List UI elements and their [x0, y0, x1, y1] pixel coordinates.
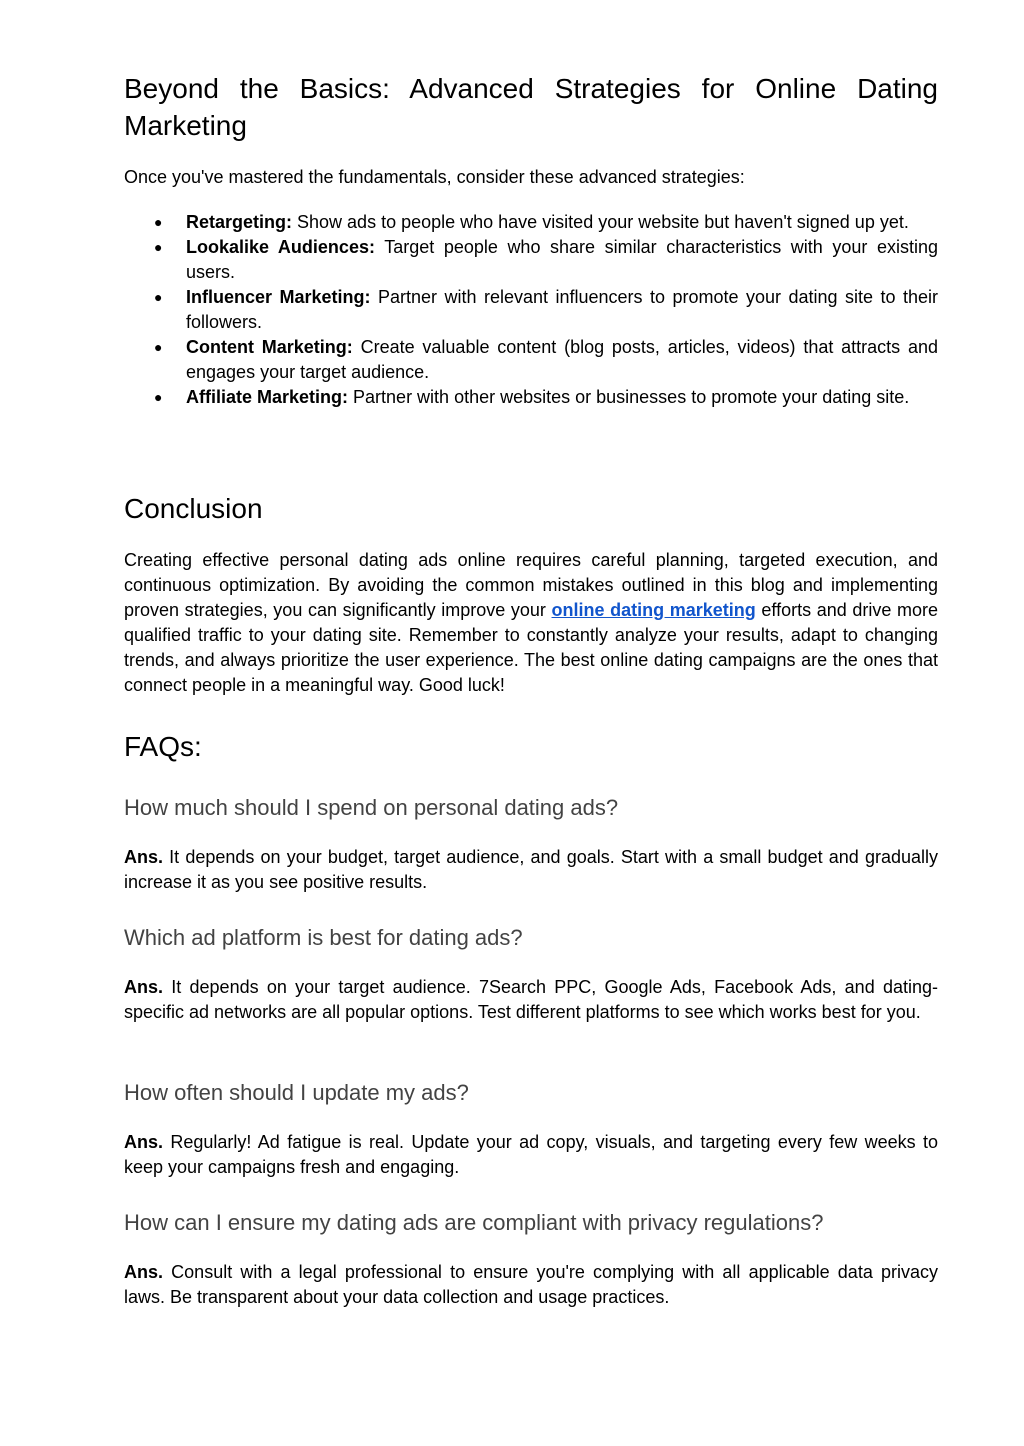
- faq-question: How can I ensure my dating ads are compliant with privacy regulations?: [124, 1210, 824, 1235]
- list-item: [124, 285, 938, 335]
- answer-text: Regularly! Ad fatigue is real. Update your ad copy, visuals, and targeting every few weeks to keep your campaigns fresh and engaging.: [124, 1132, 938, 1177]
- bullet-icon: ●: [154, 214, 163, 230]
- faq-answer: [124, 975, 938, 1025]
- section-title-conclusion: Conclusion: [124, 493, 263, 524]
- list-item-text: Create valuable content (blog posts, articles, videos) that attracts and engages your target audience.: [186, 337, 939, 382]
- conclusion-text-end: efforts and drive more qualified traffic to your dating site. Remember to constantly analyze your results, adapt to changing trends, and always prioritize the user experience. The best online dating campaigns are the ones that connect people in a meaningful way. Good luck!: [124, 600, 938, 695]
- faq-answer: [124, 1260, 938, 1310]
- list-item-term: Retargeting:: [186, 212, 293, 232]
- list-item-text: Partner with other websites or businesses to promote your dating site.: [348, 387, 910, 407]
- advanced-intro-paragraph: Once you've mastered the fundamentals, consider these advanced strategies:: [124, 167, 745, 187]
- faq-question: How often should I update my ads?: [124, 1080, 469, 1105]
- bullet-icon: ●: [154, 289, 163, 305]
- list-item-text: Show ads to people who have visited your website but haven't signed up yet.: [292, 212, 909, 232]
- list-item-term: Content Marketing:: [186, 337, 353, 357]
- conclusion-text-start: Creating effective personal dating ads online requires careful planning, targeted execution, and continuous optimization. By avoiding the common mistakes outlined in this blog and implementing proven strategies, you can significantly improve your: [124, 550, 938, 620]
- list-item-term: Affiliate Marketing:: [186, 387, 349, 407]
- list-item-term: Influencer Marketing:: [186, 287, 371, 307]
- list-item-text: Target people who share similar characteristics with your existing users.: [186, 237, 938, 282]
- answer-label: Ans.: [124, 977, 164, 997]
- conclusion-paragraph: [124, 548, 938, 698]
- list-item-term: Lookalike Audiences:: [186, 237, 375, 257]
- section-title-faqs: FAQs:: [124, 731, 202, 762]
- bullet-icon: ●: [154, 239, 163, 255]
- section-title-advanced-strategies: Beyond the Basics: Advanced Strategies for Online Dating Marketing: [124, 73, 938, 141]
- answer-text: Consult with a legal professional to ensure you're complying with all applicable data privacy laws. Be transparent about your data collection and usage practices.: [124, 1262, 938, 1307]
- answer-label: Ans.: [124, 1132, 164, 1152]
- list-item: [124, 210, 938, 235]
- bullet-icon: ●: [154, 339, 163, 355]
- faq-answer: [124, 1130, 938, 1180]
- list-item: [124, 235, 938, 285]
- list-item-text: Partner with relevant influencers to promote your dating site to their followers.: [186, 287, 939, 332]
- advanced-strategies-list: [124, 210, 938, 410]
- answer-label: Ans.: [124, 847, 164, 867]
- answer-text: It depends on your budget, target audience, and goals. Start with a small budget and gradually increase it as you see positive results.: [124, 847, 938, 892]
- list-item: [124, 335, 938, 385]
- bullet-icon: ●: [154, 389, 163, 405]
- answer-label: Ans.: [124, 1262, 164, 1282]
- online-dating-marketing-link[interactable]: online dating marketing: [551, 600, 756, 620]
- faq-question: How much should I spend on personal dating ads?: [124, 795, 619, 820]
- faq-question: Which ad platform is best for dating ads?: [124, 925, 523, 950]
- list-item: [124, 385, 938, 410]
- faq-answer: [124, 845, 938, 895]
- answer-text: It depends on your target audience. 7Search PPC, Google Ads, Facebook Ads, and dating-specific ad networks are all popular options. Test different platforms to see which works best for you.: [124, 977, 938, 1022]
